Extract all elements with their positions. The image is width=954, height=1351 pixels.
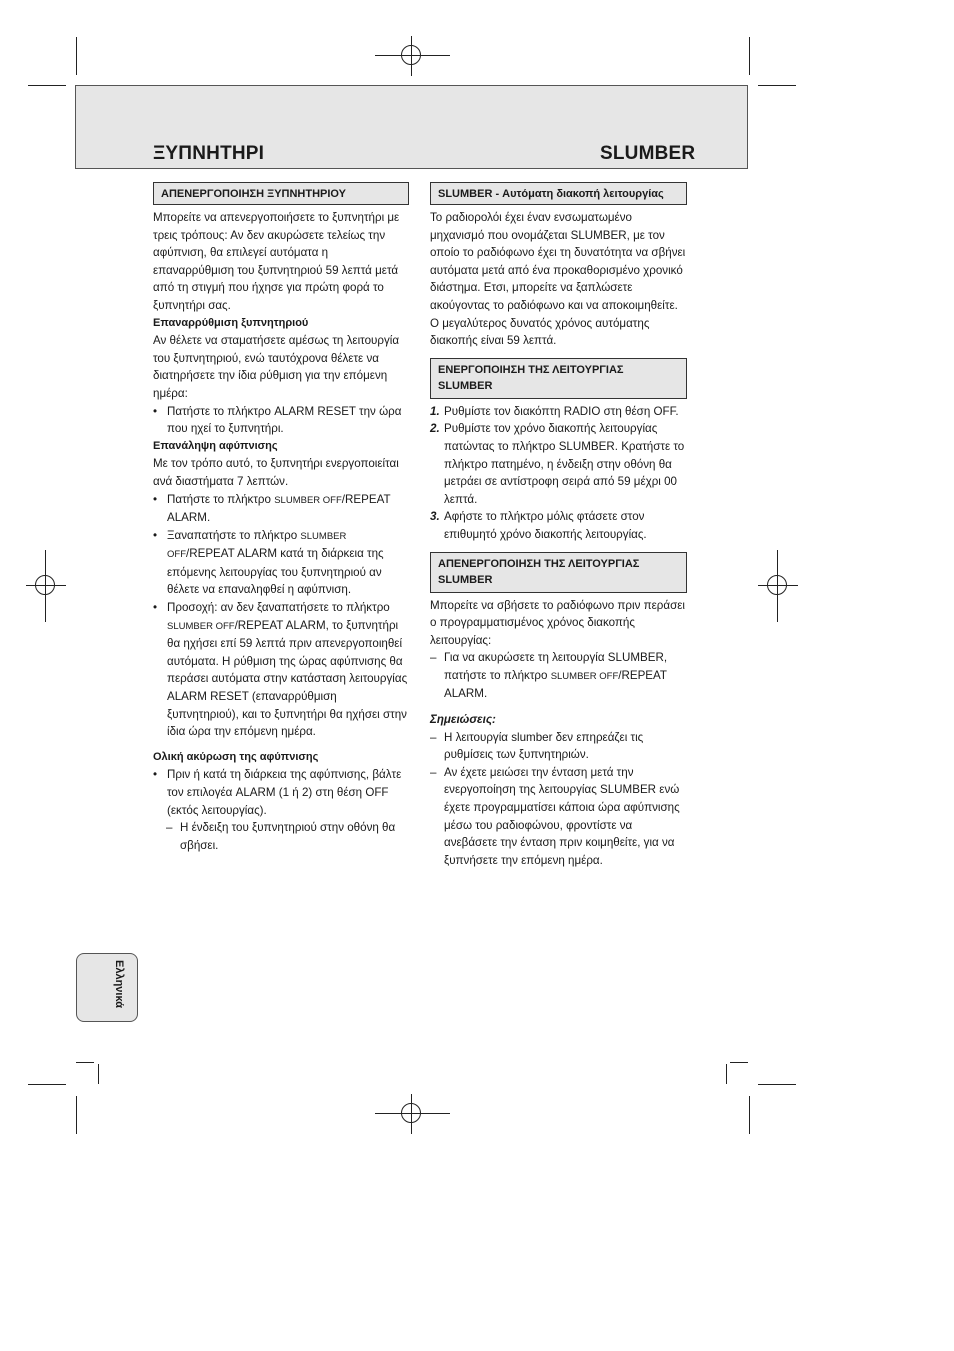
registration-mark-left: [26, 566, 66, 606]
list-item: – Η λειτουργία slumber δεν επηρεάζει τις ρυθμίσεις των ξυπνητηριών.: [430, 730, 644, 762]
list-item: – Αν έχετε μειώσει την ένταση μετά την ενεργοποίηση της λειτουργίας SLUMBER ενώ έχετε προγραμματίσει κάποια ώρα αφύπνισης μέσω του ραδιοφώνου, φροντίστε να ανεβάσετε την ένταση πριν κοιμηθείτε, για να ξυπνήσετε την επόμενη ημέρα.: [430, 765, 680, 867]
list-item: • Πατήστε το πλήκτρο SLUMBER OFF/REPEAT ALARM.: [153, 492, 391, 525]
list-item: • Ξαναπατήστε το πλήκτρο SLUMBER OFF/REPEAT ALARM κατά τη διάρκεια της επόμενης λειτουργίας του ξυπνητηριού αν θέλετε να επαναληφθεί η αφύπνιση.: [153, 528, 384, 597]
notes-title: Σημειώσεις:: [430, 713, 496, 727]
list-item: – Για να ακυρώσετε τη λειτουργία SLUMBER, πατήστε το πλήκτρο SLUMBER OFF/REPEAT ALARM.: [430, 651, 668, 701]
list-item: • Πριν ή κατά τη διάρκεια της αφύπνισης, βάλτε τον επιλογέα ALARM (1 ή 2) στη θέση OFF (εκτός λειτουργίας).: [153, 768, 402, 817]
section-box-slumber-off: ΑΠΕΝΕΡΓΟΠΟΙΗΣΗ ΤΗΣ ΛΕΙΤΟΥΡΓΙΑΣ SLUMBER: [430, 552, 687, 593]
language-tab: Ελληνικά: [76, 953, 138, 1022]
section-box-slumber: SLUMBER - Αυτόματη διακοπή λειτουργίας: [430, 182, 687, 205]
alarm-off-intro: Μπορείτε να απενεργοποιήσετε το ξυπνητήρι με τρεις τρόπους: Αν δεν ακυρώσετε τελείως την αφύπνιση, θα επιλεγεί αυτόματα η επαναρρύθμιση του ξυπνητηριού 59 λεπτά μετά από τη στιγμή που ήχησε για πρώτη φορά το ξυπνητήρι σας.: [153, 211, 400, 312]
subheading-cancel-alarm: Ολική ακύρωση της αφύπνισης: [153, 750, 319, 763]
page-title-right: SLUMBER: [600, 143, 696, 164]
registration-mark-bottom: [392, 1094, 432, 1134]
list-item: • Προσοχή: αν δεν ξαναπατήσετε το πλήκτρο SLUMBER OFF/REPEAT ALARM, το ξυπνητήρι θα ηχήσει επί 59 λεπτά πριν απενεργοποιηθεί αυτόματα. Η ρύθμιση της ώρας αφύπνισης θα περάσει αυτόματα στην κατάσταση λειτουργίας ALARM RESET (επαναρρύθμιση ξυπνητηριού), και το ξυπνητήρι θα ηχήσει στην ίδια ώρα την επόμενη ημέρα.: [153, 601, 408, 739]
subheading-alarm-reset: Επαναρρύθμιση ξυπνητηριού: [153, 316, 309, 329]
list-item: • Πατήστε το πλήκτρο ALARM RESET την ώρα που ηχεί το ξυπνητήρι.: [153, 404, 402, 436]
list-item: 2. Ρυθμίστε τον χρόνο διακοπής λειτουργίας πατώντας το πλήκτρο SLUMBER. Κρατήστε το πλήκτρο πατημένο, η ένδειξη στην οθόνη θα μετράει σε αντίστροφη σειρά από 59 μέχρι 00 λεπτά.: [430, 422, 685, 506]
list-item: – Η ένδειξη του ξυπνητηριού στην οθόνη θα σβήσει.: [166, 821, 396, 852]
alarm-reset-text: Αν θέλετε να σταματήσετε αμέσως τη λειτουργία του ξυπνητηριού, ενώ ταυτόχρονα θέλετε να διατηρήσετε την ίδια ρύθμιση για την επόμενη ημέρα:: [153, 334, 400, 400]
repeat-alarm-text: Με τον τρόπο αυτό, το ξυπνητήρι ενεργοποιείται ανά διαστήματα 7 λεπτών.: [153, 457, 399, 488]
section-box-slumber-on: ΕΝΕΡΓΟΠΟΙΗΣΗ ΤΗΣ ΛΕΙΤΟΥΡΓΙΑΣ SLUMBER: [430, 358, 687, 399]
page-title-left: ΞΥΠΝΗΤΗΡΙ: [153, 143, 265, 164]
list-item: 3. Αφήστε το πλήκτρο μόλις φτάσετε στον επιθυμητό χρόνο διακοπής λειτουργίας.: [430, 510, 647, 541]
subheading-repeat-alarm: Επανάληψη αφύπνισης: [153, 439, 278, 452]
list-item: 1. Ρυθμίστε τον διακόπτη RADIO στη θέση OFF.: [430, 404, 679, 418]
slumber-off-text: Μπορείτε να σβήσετε το ραδιόφωνο πριν περάσει ο προγραμματισμένος χρόνος διακοπής λειτουργίας:: [430, 598, 685, 647]
slumber-intro: Το ραδιορολόι έχει έναν ενσωματωμένο μηχανισμό που ονομάζεται SLUMBER, με τον οποίο το ραδιόφωνο έχει τη δυνατότητα να σβήνει αυτόματα μετά από ένα προκαθορισμένο χρονικό διάστημα. Ετσι, μπορείτε να ξαπλώσετε ακούγοντας το ραδιόφωνο και να αποκοιμηθείτε. Ο μεγαλύτερος δυνατός χρόνος αυτόματης διακοπής είναι 59 λεπτά.: [430, 211, 686, 348]
section-box-alarm-off: ΑΠΕΝΕΡΓΟΠΟΙΗΣΗ ΞΥΠΝΗΤΗΡΙΟΥ: [153, 182, 409, 205]
left-column: [153, 182, 411, 854]
right-column: [430, 182, 688, 869]
registration-mark-top: [392, 36, 432, 76]
registration-mark-right: [758, 566, 798, 606]
